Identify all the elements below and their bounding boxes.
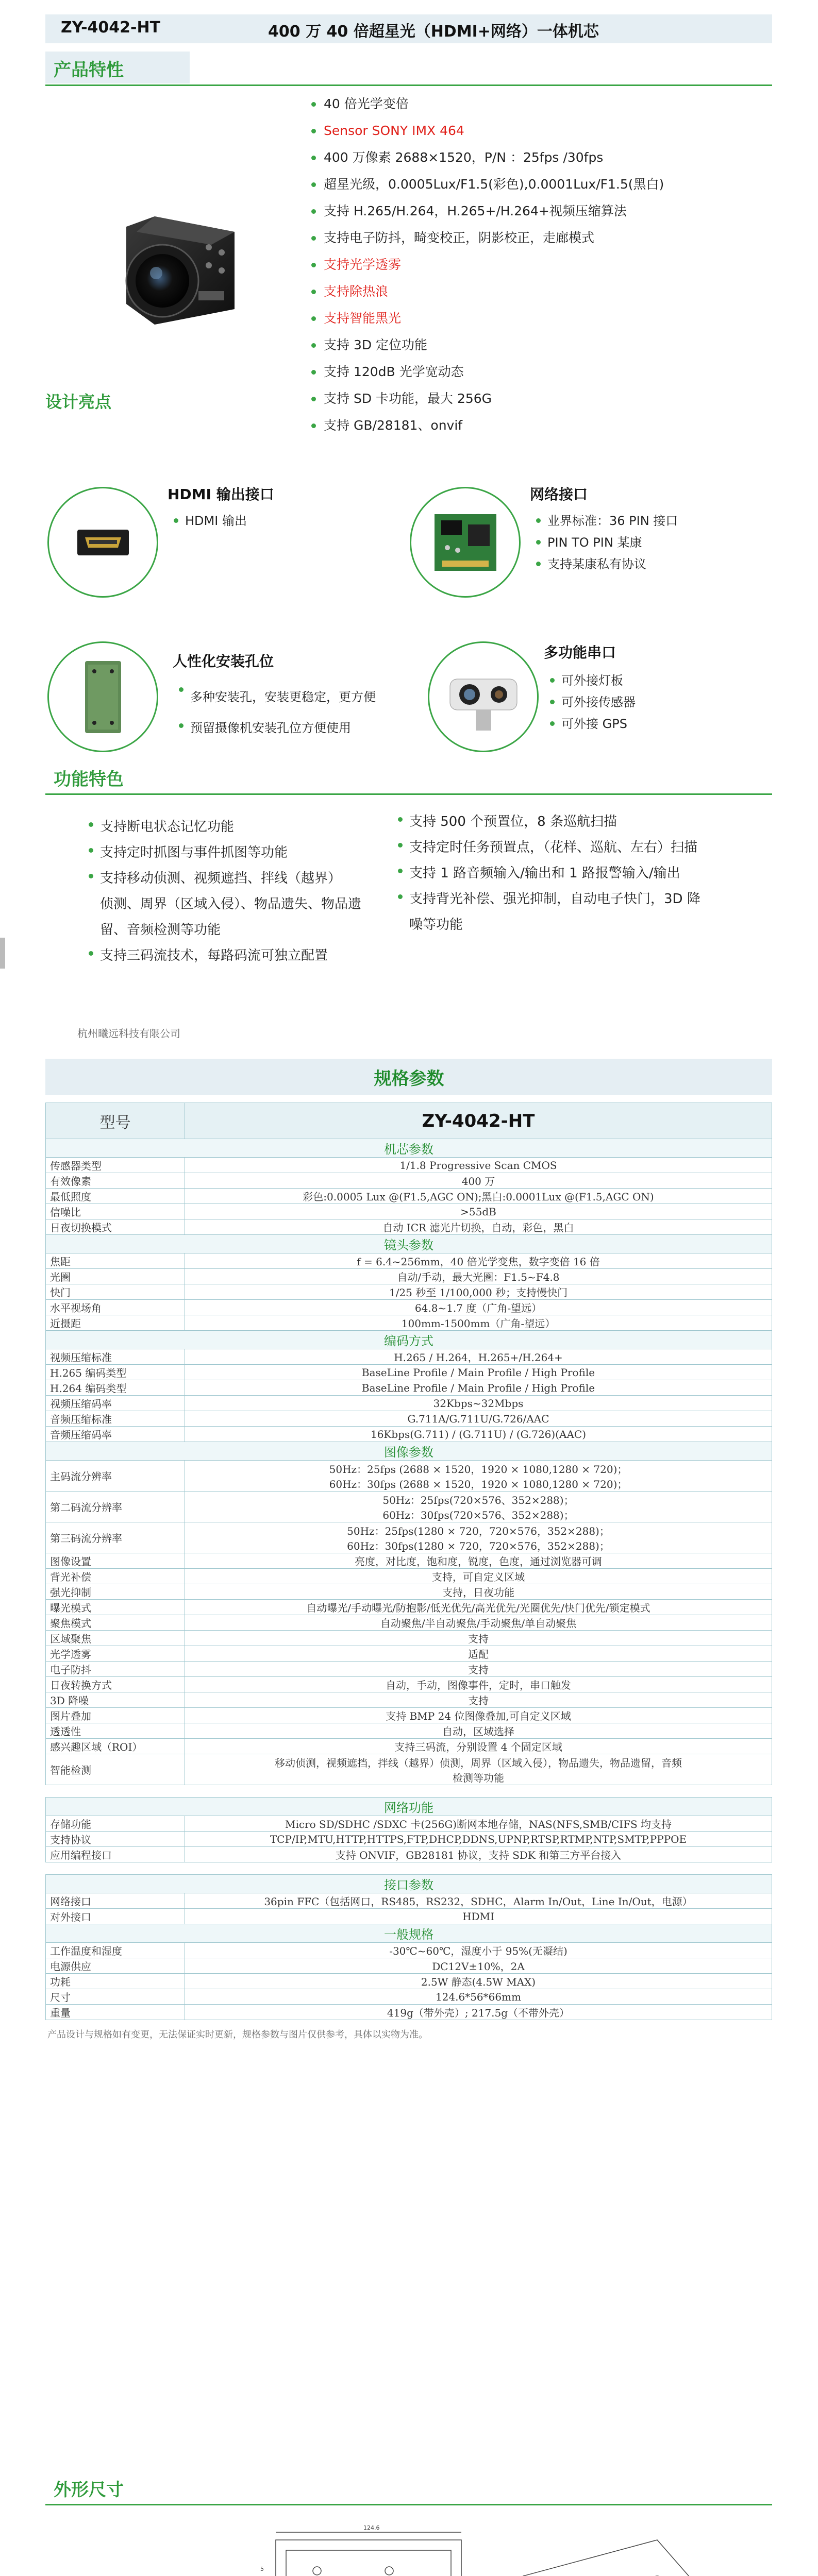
- spec-row: [46, 1739, 772, 1754]
- spec-model-row: [46, 1103, 772, 1139]
- spec-category-row: [46, 1139, 772, 1158]
- spec-label: 音频压缩标准: [46, 1411, 185, 1427]
- spec-category-title: 机芯参数: [46, 1139, 772, 1158]
- feature-list: [309, 91, 664, 439]
- highlight-item: HDMI 输出: [173, 510, 247, 532]
- spec-label: 水平视场角: [46, 1300, 185, 1315]
- spec-value: 124.6*56*66mm: [185, 1989, 772, 2005]
- spec-row: [46, 1893, 772, 1909]
- spec-value: TCP/IP,MTU,HTTP,HTTPS,FTP,DHCP,DDNS,UPNP,RTSP,RTMP,NTP,SMTP,PPPOE: [185, 1832, 772, 1847]
- highlight-item: PIN TO PIN 某康: [535, 532, 678, 553]
- functions-heading: 功能特色: [54, 769, 124, 790]
- spec-value: 自动，区域选择: [185, 1723, 772, 1739]
- network-board-image: [410, 487, 521, 598]
- isometric-view-drawing: [508, 2540, 693, 2576]
- spec-label: 第三码流分辨率: [46, 1522, 185, 1553]
- spec-value: 适配: [185, 1646, 772, 1662]
- spec-label: 传感器类型: [46, 1158, 185, 1173]
- spec-row: [46, 1631, 772, 1646]
- spec-row: [46, 1269, 772, 1284]
- feature-item: 支持电子防抖，畸变校正，阴影校正，走廊模式: [309, 225, 664, 251]
- spec-category-row: [46, 1442, 772, 1461]
- spec-value: 自动曝光/手动曝光/防抱影/低光优先/高光优先/光圈优先/快门优先/锁定模式: [185, 1600, 772, 1615]
- spec-footnote: 产品设计与规格如有变更，无法保证实时更新，规格参数与图片仅供参考，具体以实物为准。: [47, 2029, 428, 2040]
- function-item: 支持定时任务预置点，（花样、巡航、左右）扫描: [397, 835, 700, 860]
- spec-category-row: [46, 1235, 772, 1253]
- function-item: 支持 1 路音频输入/输出和 1 路报警输入/输出: [397, 860, 700, 886]
- spec-row: [46, 1816, 772, 1832]
- spec-category-title: 镜头参数: [46, 1235, 772, 1253]
- spec-value: HDMI: [185, 1909, 772, 1924]
- highlight-item: 可外接传感器: [549, 691, 636, 713]
- spec-category-title: 图像参数: [46, 1442, 772, 1461]
- dim-label: 124.6: [363, 2524, 380, 2531]
- spec-value: 32Kbps~32Mbps: [185, 1396, 772, 1411]
- spec-label: 应用编程接口: [46, 1847, 185, 1862]
- highlight-title: HDMI 输出接口: [168, 486, 274, 503]
- spec-row: [46, 1832, 772, 1847]
- spec-value: 419g（带外壳）; 217.5g（不带外壳）: [185, 2005, 772, 2020]
- spec-label: 功耗: [46, 1974, 185, 1989]
- section-divider: [45, 84, 772, 86]
- highlight-title: 人性化安装孔位: [173, 653, 274, 670]
- multi-sensor-camera-image: [428, 641, 539, 752]
- spec-row: [46, 1847, 772, 1862]
- spec-row: [46, 1219, 772, 1235]
- spec-row: [46, 1365, 772, 1380]
- spec-value: 支持: [185, 1692, 772, 1708]
- spec-heading: 规格参数: [374, 1069, 444, 1089]
- spec-label: 有效像素: [46, 1173, 185, 1189]
- spec-value: f = 6.4~256mm，40 倍光学变焦，数字变倍 16 倍: [185, 1253, 772, 1269]
- spec-row: [46, 1189, 772, 1204]
- spec-row: [46, 1569, 772, 1584]
- spec-spacer-row: [46, 1785, 772, 1798]
- feature-item: 支持 GB/28181、onvif: [309, 412, 664, 439]
- spec-label: 尺寸: [46, 1989, 185, 2005]
- spec-row: [46, 1662, 772, 1677]
- spec-label: 智能检测: [46, 1754, 185, 1785]
- spec-row: [46, 1522, 772, 1553]
- top-view-drawing: [260, 2524, 461, 2576]
- spec-row: [46, 1943, 772, 1958]
- model-title: ZY-4042-HT: [61, 19, 161, 37]
- spec-value: 支持 ONVIF，GB28181 协议，支持 SDK 和第三方平台接入: [185, 1847, 772, 1862]
- highlight-list: [549, 670, 636, 735]
- function-item-continuation: 噪等功能: [409, 917, 463, 933]
- spec-row: [46, 1909, 772, 1924]
- spec-label: 快门: [46, 1284, 185, 1300]
- spec-row: [46, 1754, 772, 1785]
- spec-row: [46, 1708, 772, 1723]
- spec-row: [46, 1158, 772, 1173]
- spec-category-row: [46, 1924, 772, 1943]
- spec-value: 16Kbps(G.711) / (G.711U) / (G.726)(AAC): [185, 1427, 772, 1442]
- highlight-item: 支持某康私有协议: [535, 553, 678, 575]
- spec-label: 焦距: [46, 1253, 185, 1269]
- spec-row: [46, 1253, 772, 1269]
- spec-label: 重量: [46, 2005, 185, 2020]
- spec-label: 强光抑制: [46, 1584, 185, 1600]
- spec-label: 支持协议: [46, 1832, 185, 1847]
- spec-value: 2.5W 静态(4.5W MAX): [185, 1974, 772, 1989]
- spec-row: [46, 1300, 772, 1315]
- design-highlights-label: 设计亮点: [45, 392, 112, 412]
- section-divider: [45, 793, 772, 795]
- spec-category-row: [46, 1331, 772, 1349]
- function-item: 支持背光补偿、强光抑制，自动电子快门，3D 降: [397, 886, 700, 912]
- feature-item: 400 万像素 2688×1520，P/N ：25fps /30fps: [309, 144, 664, 171]
- spec-value: 自动/手动，最大光圈：F1.5~F4.8: [185, 1269, 772, 1284]
- highlight-list: [178, 679, 376, 741]
- spec-row: [46, 1677, 772, 1692]
- spec-value: 36pin FFC（包括网口，RS485，RS232，SDHC，Alarm In/Out，Line In/Out，电源）: [185, 1893, 772, 1909]
- spec-spacer-row: [46, 1862, 772, 1875]
- product-features-heading: 产品特性: [54, 60, 124, 80]
- spec-value: 自动，手动，图像事件，定时，串口触发: [185, 1677, 772, 1692]
- spec-row: [46, 1692, 772, 1708]
- spec-category-title: 网络功能: [46, 1798, 772, 1816]
- spec-label: 光圈: [46, 1269, 185, 1284]
- spec-value: 支持: [185, 1662, 772, 1677]
- spec-value: 支持，日夜功能: [185, 1584, 772, 1600]
- spec-value: 100mm-1500mm（广角-望远）: [185, 1315, 772, 1331]
- function-item-continuation: 侦测、周界（区域入侵）、物品遗失、物品遗: [100, 896, 362, 912]
- feature-item: 超星光级，0.0005Lux/F1.5(彩色),0.0001Lux/F1.5(黑白): [309, 171, 664, 198]
- spec-label: 主码流分辨率: [46, 1461, 185, 1492]
- spec-row: [46, 1989, 772, 2005]
- spec-value: 50Hz：25fps (2688 × 1520，1920 × 1080,1280 × 720)； 60Hz：30fps (2688 × 1520，1920 × 1080,1280 × 720)；: [185, 1461, 772, 1492]
- spec-table-container: [45, 1103, 772, 2020]
- spec-label: 透透性: [46, 1723, 185, 1739]
- feature-item: 支持 120dB 光学宽动态: [309, 359, 664, 385]
- highlight-item: 可外接灯板: [549, 670, 636, 691]
- spec-value: 自动聚焦/半自动聚焦/手动聚焦/单自动聚焦: [185, 1615, 772, 1631]
- function-list-right: [397, 809, 700, 938]
- spec-row: [46, 1284, 772, 1300]
- spec-value: 自动 ICR 滤光片切换，自动，彩色，黑白: [185, 1219, 772, 1235]
- spec-value: 支持: [185, 1631, 772, 1646]
- spec-label: 近摄距: [46, 1315, 185, 1331]
- spec-value: 50Hz：25fps(720×576、352×288)； 60Hz：30fps(720×576、352×288)；: [185, 1492, 772, 1522]
- highlight-list: [173, 510, 247, 532]
- spec-value: 1/1.8 Progressive Scan CMOS: [185, 1158, 772, 1173]
- spec-row: [46, 1974, 772, 1989]
- spec-label: 最低照度: [46, 1189, 185, 1204]
- spec-label: 网络接口: [46, 1893, 185, 1909]
- camera-module-image: [106, 196, 255, 345]
- spec-label: 视频压缩标准: [46, 1349, 185, 1365]
- spec-label: 存储功能: [46, 1816, 185, 1832]
- feature-item: 支持光学透雾: [309, 251, 664, 278]
- feature-item: 支持除热浪: [309, 278, 664, 305]
- spec-label: 感兴趣区域（ROI）: [46, 1739, 185, 1754]
- spec-label: 背光补偿: [46, 1569, 185, 1584]
- spec-row: [46, 1646, 772, 1662]
- spec-category-title: 一般规格: [46, 1924, 772, 1943]
- spec-value: 支持，可自定义区域: [185, 1569, 772, 1584]
- dim-label: 5: [260, 2566, 264, 2572]
- spec-label: 图像设置: [46, 1553, 185, 1569]
- spec-value: H.265 / H.264，H.265+/H.264+: [185, 1349, 772, 1365]
- spec-label: 3D 降噪: [46, 1692, 185, 1708]
- spec-value: -30℃~60℃，湿度小于 95%(无凝结): [185, 1943, 772, 1958]
- feature-item: Sensor SONY IMX 464: [309, 117, 664, 144]
- spec-row: [46, 1553, 772, 1569]
- spec-value: 50Hz：25fps(1280 × 720，720×576，352×288)； 60Hz：30fps(1280 × 720，720×576，352×288)；: [185, 1522, 772, 1553]
- feature-item: 40 倍光学变倍: [309, 91, 664, 117]
- spec-value: 64.8~1.7 度（广角-望远）: [185, 1300, 772, 1315]
- function-item: 支持移动侦测、视频遮挡、拌线（越界）: [88, 866, 361, 891]
- spec-row: [46, 1204, 772, 1219]
- function-item: 支持定时抓图与事件抓图等功能: [88, 840, 361, 866]
- spec-label: 聚焦模式: [46, 1615, 185, 1631]
- spec-row: [46, 1427, 772, 1442]
- spec-row: [46, 1173, 772, 1189]
- spec-value: Micro SD/SDHC /SDXC 卡(256G)断网本地存储，NAS(NFS,SMB/CIFS 均支持: [185, 1816, 772, 1832]
- feature-item: 支持 3D 定位功能: [309, 332, 664, 359]
- spec-row: [46, 2005, 772, 2020]
- spec-label: 电源供应: [46, 1958, 185, 1974]
- spec-label: 工作温度和湿度: [46, 1943, 185, 1958]
- feature-item: 支持 H.265/H.264，H.265+/H.264+视频压缩算法: [309, 198, 664, 225]
- spec-row: [46, 1461, 772, 1492]
- spec-label: 电子防抖: [46, 1662, 185, 1677]
- spec-label: 区域聚焦: [46, 1631, 185, 1646]
- function-item: 支持三码流技术，每路码流可独立配置: [88, 943, 361, 969]
- spec-value: BaseLine Profile / Main Profile / High Profile: [185, 1380, 772, 1396]
- feature-item: 支持 SD 卡功能，最大 256G: [309, 385, 664, 412]
- spec-value: G.711A/G.711U/G.726/AAC: [185, 1411, 772, 1427]
- product-title: 400 万 40 倍超星光（HDMI+网络）一体机芯: [268, 23, 599, 41]
- function-item-continuation: 留、音频检测等功能: [100, 922, 221, 938]
- spec-label: 音频压缩码率: [46, 1427, 185, 1442]
- spec-value: >55dB: [185, 1204, 772, 1219]
- highlight-item: 业界标准：36 PIN 接口: [535, 510, 678, 532]
- company-name: 杭州曦远科技有限公司: [77, 1027, 180, 1040]
- spec-label: H.264 编码类型: [46, 1380, 185, 1396]
- function-item: 支持 500 个预置位，8 条巡航扫描: [397, 809, 700, 835]
- spec-row: [46, 1584, 772, 1600]
- spec-category-row: [46, 1875, 772, 1893]
- hdmi-port-image: [47, 487, 158, 598]
- spec-label: 对外接口: [46, 1909, 185, 1924]
- spec-row: [46, 1411, 772, 1427]
- spec-row: [46, 1349, 772, 1365]
- spec-value: BaseLine Profile / Main Profile / High Profile: [185, 1365, 772, 1380]
- spec-value: 亮度，对比度，饱和度，锐度，色度，通过浏览器可调: [185, 1553, 772, 1569]
- section-divider: [45, 2504, 772, 2505]
- highlight-list: [535, 510, 678, 575]
- highlight-item: 多种安装孔，安装更稳定，更方便: [178, 679, 376, 715]
- highlight-title: 多功能串口: [544, 644, 616, 661]
- spec-value: 彩色:0.0005 Lux @(F1.5,AGC ON);黑白:0.0001Lux @(F1.5,AGC ON): [185, 1189, 772, 1204]
- spec-label: H.265 编码类型: [46, 1365, 185, 1380]
- spec-label: 图片叠加: [46, 1708, 185, 1723]
- spec-label: 信噪比: [46, 1204, 185, 1219]
- spec-table: [45, 1103, 772, 2020]
- dimensions-heading: 外形尺寸: [54, 2480, 124, 2500]
- spec-label: 日夜转换方式: [46, 1677, 185, 1692]
- scroll-marker: [0, 938, 5, 969]
- spec-label: 日夜切换模式: [46, 1219, 185, 1235]
- spec-category-row: [46, 1798, 772, 1816]
- mounting-plate-image: [47, 641, 158, 752]
- spec-spacer: [46, 1862, 772, 1875]
- spec-value: DC12V±10%，2A: [185, 1958, 772, 1974]
- feature-item: 支持智能黑光: [309, 305, 664, 332]
- spec-label: 第二码流分辨率: [46, 1492, 185, 1522]
- dimension-drawing: [101, 2519, 719, 2576]
- function-item: 支持断电状态记忆功能: [88, 814, 361, 840]
- spec-row: [46, 1396, 772, 1411]
- spec-row: [46, 1615, 772, 1631]
- spec-spacer: [46, 1785, 772, 1798]
- spec-value: 支持 BMP 24 位图像叠加,可自定义区域: [185, 1708, 772, 1723]
- function-list-left: [88, 814, 361, 969]
- highlight-title: 网络接口: [530, 486, 588, 503]
- spec-value: 支持三码流，分别设置 4 个固定区域: [185, 1739, 772, 1754]
- spec-value: 移动侦测，视频遮挡，拌线（越界）侦测，周界（区域入侵），物品遗失，物品遗留，音频 检测等功能: [185, 1754, 772, 1785]
- spec-value: 1/25 秒至 1/100,000 秒；支持慢快门: [185, 1284, 772, 1300]
- highlight-item: 预留摄像机安装孔位方便使用: [178, 715, 376, 741]
- spec-value: 400 万: [185, 1173, 772, 1189]
- spec-label: 光学透雾: [46, 1646, 185, 1662]
- spec-row: [46, 1380, 772, 1396]
- highlight-item: 可外接 GPS: [549, 713, 636, 735]
- model-value: ZY-4042-HT: [185, 1103, 772, 1139]
- spec-label: 曝光模式: [46, 1600, 185, 1615]
- spec-row: [46, 1958, 772, 1974]
- spec-label: 视频压缩码率: [46, 1396, 185, 1411]
- spec-row: [46, 1723, 772, 1739]
- spec-category-title: 接口参数: [46, 1875, 772, 1893]
- spec-row: [46, 1600, 772, 1615]
- spec-row: [46, 1315, 772, 1331]
- spec-row: [46, 1492, 772, 1522]
- model-label: 型号: [46, 1103, 185, 1139]
- spec-category-title: 编码方式: [46, 1331, 772, 1349]
